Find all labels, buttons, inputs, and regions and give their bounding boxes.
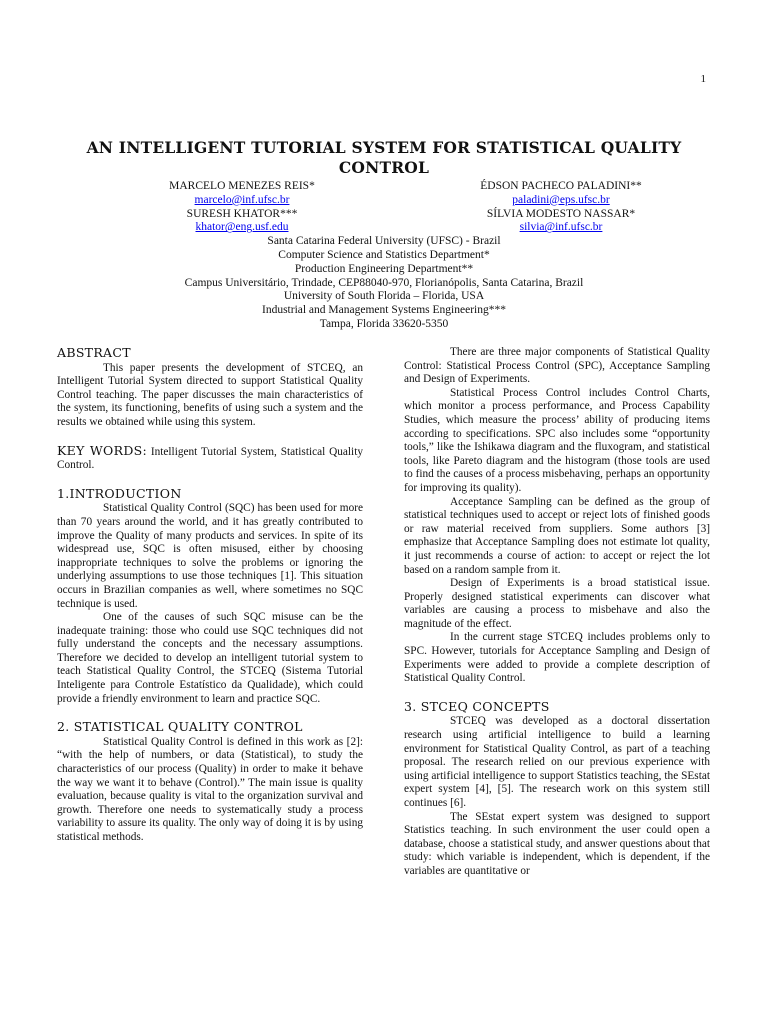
paragraph: One of the causes of such SQC misuse can be the inadequate training: those who could use SQC techniques did not fully understand the concepts and the necessary assumptions. Therefore we decided to develop an intelligent tutorial system to teach Statistical Quality Control, the STCEQ (Sistema Tutorial Inteligente para Controle Estatístico da Qualidade), which could provide a friendly environment to learn and practice SQC. <box>57 611 363 705</box>
paragraph: Statistical Quality Control (SQC) has been used for more than 70 years around the world, and it has greatly contributed to improve the Quality of many products and services. In spite of its widespread use, SQC is often misused, either by choosing inappropriate techniques to solve the problems or ignoring the underlying assumptions to use those techniques [1]. This situation occurs in Brazilian companies as well, where sometimes no SQC technique is used. <box>57 502 363 610</box>
affiliation-line: University of South Florida – Florida, USA <box>283 290 485 303</box>
author-name: SURESH KHATOR*** <box>186 207 298 220</box>
paragraph: Design of Experiments is a broad statistical issue. Properly designed statistical experiments can discover what variables are causing a process to misbehave and also the magnitude of the effect. <box>404 577 710 630</box>
abstract-heading: ABSTRACT <box>57 345 131 360</box>
author-email-link[interactable]: khator@eng.usf.edu <box>195 221 289 234</box>
page-number: 1 <box>700 73 706 85</box>
author-email-link[interactable]: marcelo@inf.ufsc.br <box>194 193 290 206</box>
left-column <box>57 346 363 845</box>
author-email-link[interactable]: paladini@eps.ufsc.br <box>512 193 610 206</box>
affiliation-line: Computer Science and Statistics Department* <box>278 248 490 261</box>
concepts-heading: 3. STCEQ CONCEPTS <box>404 698 550 714</box>
author-name: SÍLVIA MODESTO NASSAR* <box>486 207 636 220</box>
keywords-text: Intelligent Tutorial System, Statistical Quality Control. <box>57 445 363 472</box>
author-block <box>60 180 708 332</box>
paper-title: AN INTELLIGENT TUTORIAL SYSTEM FOR STATISTICAL QUALITY CONTROL <box>86 138 682 177</box>
affiliation-line: Santa Catarina Federal University (UFSC) - Brazil <box>267 235 501 248</box>
author-row <box>60 221 708 235</box>
paragraph: There are three major components of Statistical Quality Control: Statistical Process Control (SPC), Acceptance Sampling and Design of Experiments. <box>404 346 710 386</box>
author-row <box>60 180 708 194</box>
keywords <box>57 444 363 473</box>
paragraph: Acceptance Sampling can be defined as the group of statistical techniques used to accept or reject lots of finished goods or raw material received from suppliers. Some authors [3] emphasize that Acceptance Sampling does not estimate lot quality, it just recommends a course of action: to accept or reject the lot based on a random sample from it. <box>404 495 710 576</box>
author-row <box>60 208 708 222</box>
introduction-heading: 1.INTRODUCTION <box>57 485 182 501</box>
author-row <box>60 194 708 208</box>
affiliation-line: Campus Universitário, Trindade, CEP88040-970, Florianópolis, Santa Catarina, Brazil <box>184 276 584 289</box>
affiliation-line: Tampa, Florida 33620-5350 <box>319 317 449 330</box>
author-email-link[interactable]: silvia@inf.ufsc.br <box>519 221 603 234</box>
sqc-heading: 2. STATISTICAL QUALITY CONTROL <box>57 719 303 735</box>
paragraph: Statistical Process Control includes Control Charts, which monitor a process performance, and Process Capability Studies, which measure the process’ ability of producing items according to specifications. SPC also includes some “opportunity tools,” like the Ishikawa diagram and the fluxogram, and statistical tools, like Pareto diagram and the histogram (those tools are used to find the causes of a process misbehaving, perhaps an opportunity for improving its quality). <box>404 386 710 494</box>
affiliation-line: Industrial and Management Systems Engineering*** <box>261 304 506 317</box>
paragraph: Statistical Quality Control is defined in this work as [2]: “with the help of numbers, or data (Statistical), to study the characteristics of our process (Quality) in order to make it behave the way we want it to behave (Control).” The main issue is quality evaluation, because quality is vital to the organization survival and growth. Therefore one needs to systematically study a process variability to assure its quality. The only way of doing it is by using statistical methods. <box>57 735 363 843</box>
affiliation-line: Production Engineering Department** <box>294 262 474 275</box>
paragraph: STCEQ was developed as a doctoral dissertation research using artificial intelligence to build a learning environment for Statistical Quality Control, as part of a teaching proposal. The research relied on our previous experience with using artificial intelligence to support Statistics teaching, the SEstat expert system [4], [5]. The research work on this system still continues [6]. <box>404 715 710 809</box>
paragraph: The SEstat expert system was designed to support Statistics teaching. In such environment the user could open a database, choose a statistical study, and answer questions about that study: which variable is independent, which is dependent, if the variables are quantitative or <box>404 810 710 877</box>
abstract-text: This paper presents the development of STCEQ, an Intelligent Tutorial System directed to support Statistical Quality Control teaching. The paper discusses the main characteristics of the system, its functioning, benefits of using such a system and the results we obtained while using this system. <box>57 361 363 428</box>
paragraph: In the current stage STCEQ includes problems only to SPC. However, tutorials for Acceptance Sampling and Design of Experiments were added to provide a complete description of Statistical Quality Control. <box>404 631 710 685</box>
right-column <box>404 346 710 879</box>
author-name: MARCELO MENEZES REIS* <box>169 180 315 192</box>
keywords-heading: KEY WORDS: <box>57 442 148 458</box>
author-name: ÉDSON PACHECO PALADINI** <box>480 180 642 192</box>
